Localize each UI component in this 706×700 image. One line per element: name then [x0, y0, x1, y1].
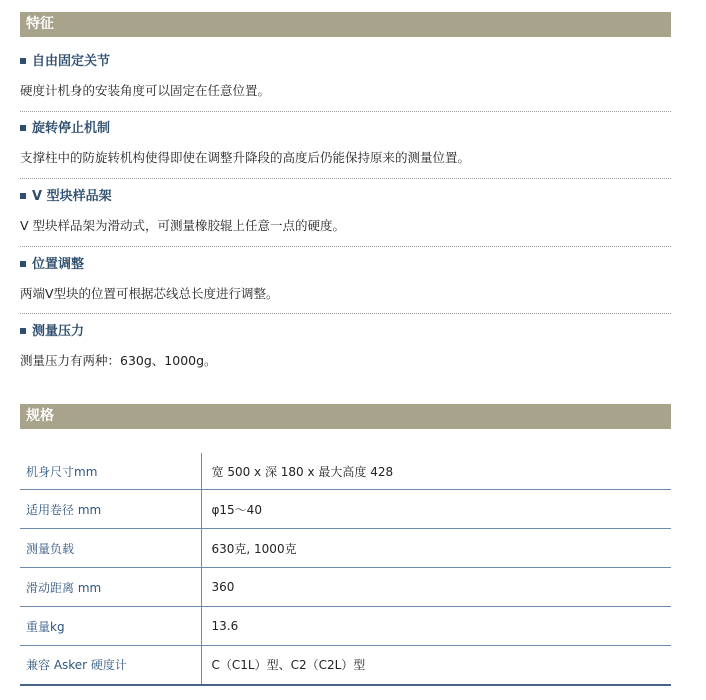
feature-item-free-joint: [20, 52, 671, 101]
feature-description: 支撑柱中的防旋转机构使得即使在调整升降段的高度后仍能保持原来的测量位置。: [20, 150, 471, 165]
feature-heading: 位置调整: [20, 255, 671, 275]
square-bullet-icon: [20, 328, 26, 334]
feature-item-rotation-stop: [20, 119, 671, 168]
divider: [20, 178, 671, 179]
table-row: [20, 607, 671, 646]
spec-label: 重量kg: [20, 607, 201, 646]
feature-description: V 型块样品架为滑动式，可测量橡胶辊上任意一点的硬度。: [20, 218, 346, 233]
square-bullet-icon: [20, 58, 26, 64]
spec-value: 360: [201, 568, 671, 607]
feature-heading: V 型块样品架: [20, 187, 671, 207]
feature-heading: 测量压力: [20, 322, 671, 342]
spec-value: 宽 500 x 深 180 x 最大高度 428: [201, 451, 671, 490]
square-bullet-icon: [20, 261, 26, 267]
feature-item-position-adjust: [20, 255, 671, 304]
spec-value: 13.6: [201, 607, 671, 646]
spec-value: C（C1L）型、C2（C2L）型: [201, 646, 671, 685]
table-row: [20, 568, 671, 607]
feature-description: 测量压力有两种：630g、1000g。: [20, 353, 217, 368]
feature-item-measuring-pressure: [20, 322, 671, 371]
square-bullet-icon: [20, 193, 26, 199]
divider: [20, 111, 671, 112]
spec-table: [20, 448, 671, 686]
table-row: [20, 490, 671, 529]
spec-value: φ15～40: [201, 490, 671, 529]
divider: [20, 313, 671, 314]
feature-heading: 自由固定关节: [20, 52, 671, 72]
feature-item-v-block: [20, 187, 671, 236]
square-bullet-icon: [20, 125, 26, 131]
divider: [20, 246, 671, 247]
feature-description: 两端V型块的位置可根据芯线总长度进行调整。: [20, 286, 279, 301]
spec-section-title: 规格: [20, 404, 671, 429]
spec-label: 机身尺寸mm: [20, 451, 201, 490]
spec-label: 滑动距离 mm: [20, 568, 201, 607]
features-section-title: 特征: [20, 12, 671, 37]
spec-label: 兼容 Asker 硬度计: [20, 646, 201, 685]
table-row: [20, 529, 671, 568]
table-row: [20, 646, 671, 685]
spec-label: 测量负载: [20, 529, 201, 568]
table-row: [20, 451, 671, 490]
feature-description: 硬度计机身的安装角度可以固定在任意位置。: [20, 83, 271, 98]
spec-label: 适用卷径 mm: [20, 490, 201, 529]
spec-value: 630克, 1000克: [201, 529, 671, 568]
feature-heading: 旋转停止机制: [20, 119, 671, 139]
